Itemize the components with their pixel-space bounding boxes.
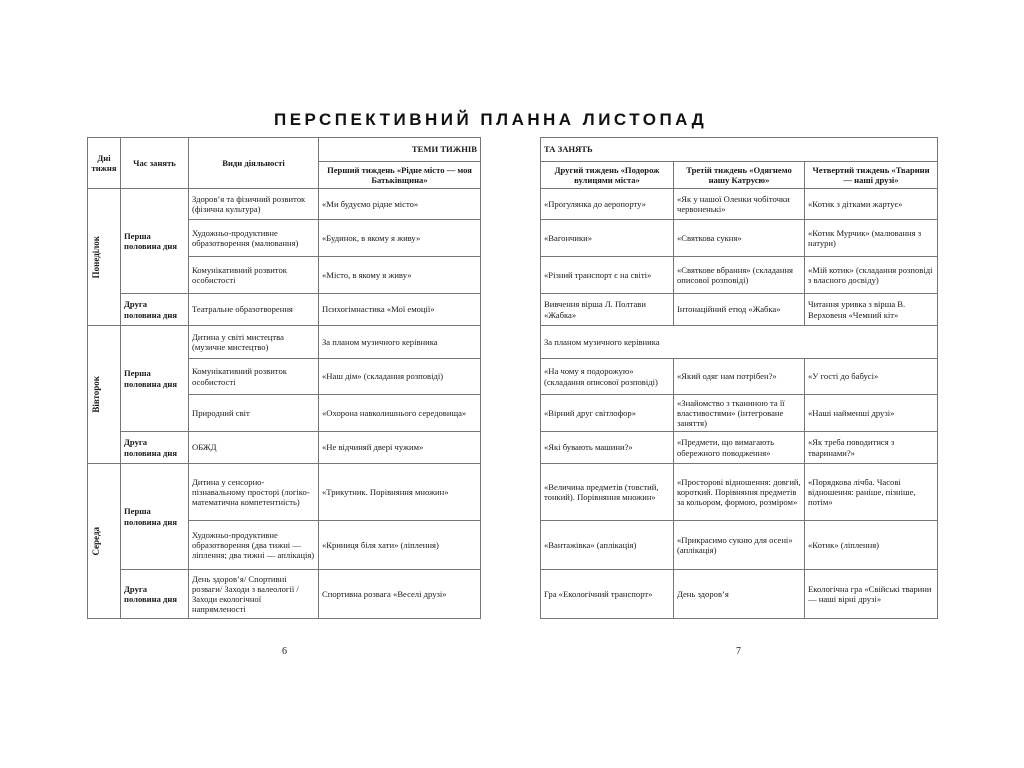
day-wednesday: Середа	[88, 464, 121, 619]
table-cell: «Знайомство з тканиною та її властивостями» (інтегроване заняття)	[674, 395, 805, 432]
table-cell: «Просторові відношення: довгий, короткий. Порівняння предметів за кольором, формою, розміром»	[674, 464, 805, 521]
table-cell: «Котик» (ліплення)	[805, 521, 938, 570]
table-cell: «У гості до бабусі»	[805, 359, 938, 395]
right-page	[540, 0, 937, 768]
week1-cell: «Криниця біля хати» (ліплення)	[319, 521, 481, 570]
right-page-title: НА ЛИСТОПАД	[543, 110, 708, 129]
table-cell: «Як у нашої Оленки чобіточки червоненькі»	[674, 189, 805, 220]
activity-cell: Комунікативний розвиток особистості	[189, 359, 319, 395]
table-cell: Інтонаційний етюд «Жабка»	[674, 294, 805, 326]
table-cell: «Святкова сукня»	[674, 220, 805, 257]
left-plan-table	[87, 137, 481, 619]
table-cell: «Вагончики»	[541, 220, 674, 257]
header-week3: Третій тиждень «Одягнемо нашу Катрусю»	[674, 162, 805, 189]
table-cell: Гра «Екологічний транспорт»	[541, 570, 674, 619]
week1-cell: «Будинок, в якому я живу»	[319, 220, 481, 257]
table-cell: «На чому я подорожую» (складання описової розповіді)	[541, 359, 674, 395]
activity-cell: Природний світ	[189, 395, 319, 432]
table-cell: Читання уривка з вірша В. Верховеня «Чемний кіт»	[805, 294, 938, 326]
table-cell: «Котик з дітками жартує»	[805, 189, 938, 220]
activity-cell: Художньо-продуктивне образотворення (малювання)	[189, 220, 319, 257]
table-cell: «Святкове вбрання» (складання описової розповіді)	[674, 257, 805, 294]
activity-cell: Комунікативний розвиток особистості	[189, 257, 319, 294]
table-cell: «Котик Мурчик» (малювання з натури)	[805, 220, 938, 257]
time-cell: Перша половина дня	[121, 326, 189, 432]
week1-cell: Спортивна розвага «Веселі друзі»	[319, 570, 481, 619]
right-page-number: 7	[736, 646, 741, 657]
time-cell: Перша половина дня	[121, 189, 189, 294]
week1-cell: «Трикутник. Порівняння множин»	[319, 464, 481, 521]
activity-cell: ОБЖД	[189, 432, 319, 464]
table-cell: «Вірний друг світлофор»	[541, 395, 674, 432]
table-cell: «Прогулянка до аеропорту»	[541, 189, 674, 220]
header-themes-cont: ТА ЗАНЯТЬ	[541, 138, 938, 162]
activity-cell: День здоров’я/ Спортивні розваги/ Заходи з валеології / Заходи екологічної напрямленості	[189, 570, 319, 619]
activity-cell: Театральне образотворення	[189, 294, 319, 326]
week1-cell: «Ми будуємо рідне місто»	[319, 189, 481, 220]
right-plan-table	[540, 137, 938, 619]
header-week4: Четвертий тиждень «Тварини — наші друзі»	[805, 162, 938, 189]
time-cell: Друга половина дня	[121, 570, 189, 619]
header-themes: ТЕМИ ТИЖНІВ	[319, 138, 481, 162]
table-cell: «Які бувають машини?»	[541, 432, 674, 464]
activity-cell: Художньо-продуктивне образотворення (два тижні — ліплення; два тижні — аплікація)	[189, 521, 319, 570]
header-week2: Другий тиждень «Подорож вулицями міста»	[541, 162, 674, 189]
left-page	[87, 0, 544, 768]
table-cell: «Мій котик» (складання розповіді з власного досвіду)	[805, 257, 938, 294]
week1-cell: «Не відчиняй двері чужим»	[319, 432, 481, 464]
table-cell: «Прикрасимо сукню для осені» (аплікація)	[674, 521, 805, 570]
week1-cell: «Охорона навколишнього середовища»	[319, 395, 481, 432]
table-cell: «Вантажівка» (аплікація)	[541, 521, 674, 570]
table-cell: «Величина предметів (товстий, тонкий). Порівняння множин»	[541, 464, 674, 521]
activity-cell: Здоров’я та фізичний розвиток (фізична культура)	[189, 189, 319, 220]
header-days: Дні тижня	[88, 138, 121, 189]
week1-cell: «Місто, в якому я живу»	[319, 257, 481, 294]
day-tuesday: Вівторок	[88, 326, 121, 464]
table-cell: «Який одяг нам потрібен?»	[674, 359, 805, 395]
table-cell: Екологічна гра «Свійські тварини — наші вірні друзі»	[805, 570, 938, 619]
table-cell: «Предмети, що вимагають обережного поводження»	[674, 432, 805, 464]
header-time: Час занять	[121, 138, 189, 189]
header-week1: Перший тиждень «Рідне місто — моя Батьківщина»	[319, 162, 481, 189]
table-cell: «Наші найменші друзі»	[805, 395, 938, 432]
week1-cell: За планом музичного керівника	[319, 326, 481, 359]
activity-cell: Дитина у світі мистецтва (музичне мистецтво)	[189, 326, 319, 359]
table-cell: «Порядкова лічба. Часові відношення: раніше, пізніше, потім»	[805, 464, 938, 521]
time-cell: Перша половина дня	[121, 464, 189, 570]
day-monday: Понеділок	[88, 189, 121, 326]
table-cell: Вивчення вірша Л. Полтави «Жабка»	[541, 294, 674, 326]
week1-cell: «Наш дім» (складання розповіді)	[319, 359, 481, 395]
left-page-title: ПЕРСПЕКТИВНИЙ ПЛАН	[274, 110, 544, 129]
table-cell: «Різний транспорт є на світі»	[541, 257, 674, 294]
table-cell: За планом музичного керівника	[541, 326, 938, 359]
time-cell: Друга половина дня	[121, 294, 189, 326]
left-page-number: 6	[282, 646, 287, 657]
time-cell: Друга половина дня	[121, 432, 189, 464]
table-cell: «Як треба поводитися з тваринами?»	[805, 432, 938, 464]
activity-cell: Дитина у сенсорно-пізнавальному просторі (логіко-математична компетентність)	[189, 464, 319, 521]
header-activity: Види діяльності	[189, 138, 319, 189]
table-cell: День здоров’я	[674, 570, 805, 619]
week1-cell: Психогімнастика «Мої емоції»	[319, 294, 481, 326]
